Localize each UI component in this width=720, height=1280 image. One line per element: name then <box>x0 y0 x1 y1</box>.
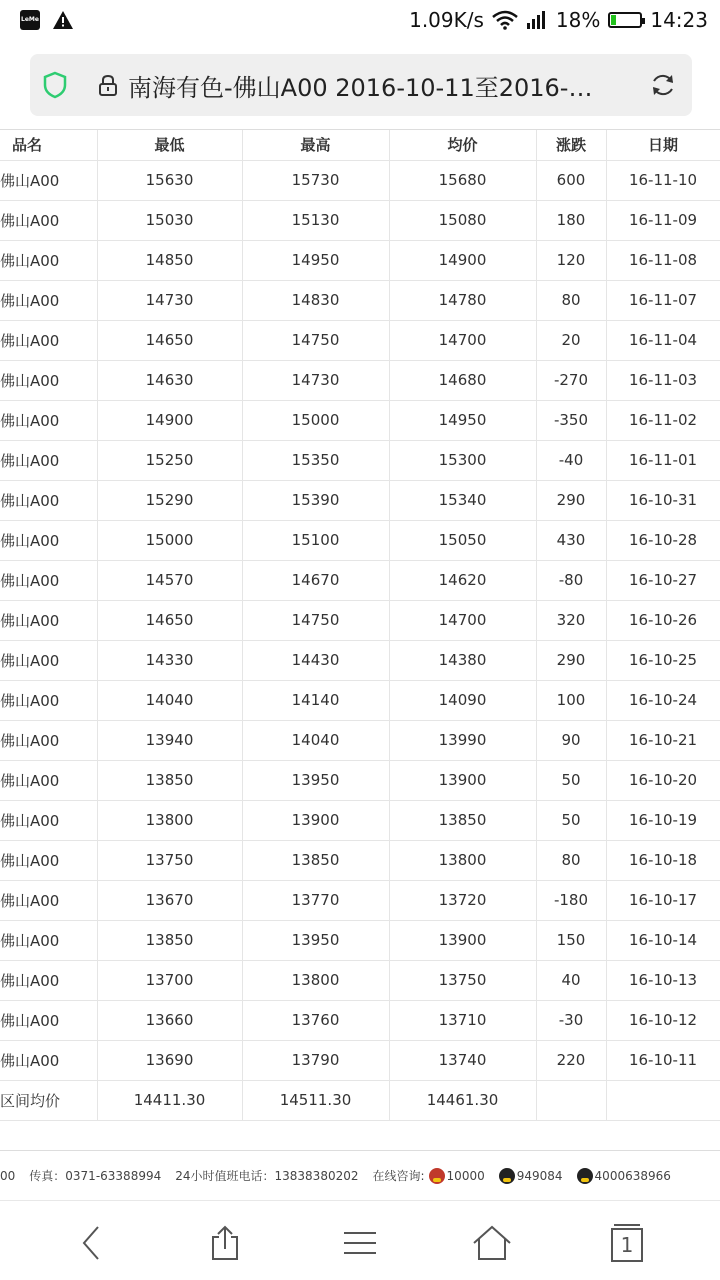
cell-date: 16-10-31 <box>606 480 720 520</box>
cell-low: 13660 <box>97 1000 242 1040</box>
cell-low: 15630 <box>97 160 242 200</box>
qq-icon <box>429 1168 445 1184</box>
cell-low: 14850 <box>97 240 242 280</box>
table-row <box>0 160 720 200</box>
cell-name: 佛山A00 <box>0 680 97 720</box>
share-icon[interactable] <box>205 1223 245 1263</box>
cell-avg: 14900 <box>389 240 536 280</box>
cell-date: 16-10-24 <box>606 680 720 720</box>
cell-name: 佛山A00 <box>0 1000 97 1040</box>
cell-change: -30 <box>536 1000 606 1040</box>
cell-change: 430 <box>536 520 606 560</box>
cell-avg: 13710 <box>389 1000 536 1040</box>
cell-high: 14670 <box>242 560 389 600</box>
table-row <box>0 760 720 800</box>
cell-change: 180 <box>536 200 606 240</box>
cell-avg: 13900 <box>389 920 536 960</box>
cell-avg: 14780 <box>389 280 536 320</box>
cell-name: 佛山A00 <box>0 320 97 360</box>
cell-high: 15130 <box>242 200 389 240</box>
fax-number: 传真：0371-63388994 <box>29 1169 162 1183</box>
table-row <box>0 480 720 520</box>
cell-name: 佛山A00 <box>0 400 97 440</box>
tab-count: 1 <box>620 1233 634 1257</box>
summary-cell-low: 14411.30 <box>97 1080 242 1120</box>
table-row <box>0 880 720 920</box>
home-icon[interactable] <box>472 1223 512 1263</box>
cell-change: -350 <box>536 400 606 440</box>
clock: 14:23 <box>650 8 708 32</box>
table-row <box>0 560 720 600</box>
cell-avg: 13850 <box>389 800 536 840</box>
table-row <box>0 1040 720 1080</box>
table-row <box>0 800 720 840</box>
status-bar <box>0 0 720 42</box>
cell-low: 13940 <box>97 720 242 760</box>
table-header-row <box>0 130 720 160</box>
summary-cell-high: 14511.30 <box>242 1080 389 1120</box>
cell-low: 14040 <box>97 680 242 720</box>
qq-link[interactable] <box>429 1168 485 1184</box>
cell-date: 16-10-14 <box>606 920 720 960</box>
cell-low: 14630 <box>97 360 242 400</box>
cell-name: 佛山A00 <box>0 560 97 600</box>
cell-date: 16-10-21 <box>606 720 720 760</box>
cell-low: 14900 <box>97 400 242 440</box>
cell-avg: 15680 <box>389 160 536 200</box>
cell-low: 14570 <box>97 560 242 600</box>
cell-avg: 14090 <box>389 680 536 720</box>
cell-date: 16-10-12 <box>606 1000 720 1040</box>
cell-avg: 15050 <box>389 520 536 560</box>
battery-percent: 18% <box>555 8 601 32</box>
cell-name: 佛山A00 <box>0 440 97 480</box>
cell-change: 80 <box>536 280 606 320</box>
cell-avg: 14700 <box>389 600 536 640</box>
cell-high: 13950 <box>242 760 389 800</box>
cell-name: 佛山A00 <box>0 280 97 320</box>
cell-avg: 15340 <box>389 480 536 520</box>
table-row <box>0 400 720 440</box>
battery-level <box>611 15 616 25</box>
cell-low: 13750 <box>97 840 242 880</box>
cell-change: 40 <box>536 960 606 1000</box>
table-row <box>0 320 720 360</box>
summary-cell-avg: 14461.30 <box>389 1080 536 1120</box>
cell-name: 佛山A00 <box>0 520 97 560</box>
table-row <box>0 680 720 720</box>
cell-low: 13850 <box>97 760 242 800</box>
cell-high: 13850 <box>242 840 389 880</box>
cell-high: 13900 <box>242 800 389 840</box>
cell-name: 佛山A00 <box>0 720 97 760</box>
cell-date: 16-11-02 <box>606 400 720 440</box>
cell-date: 16-10-25 <box>606 640 720 680</box>
cell-date: 16-10-20 <box>606 760 720 800</box>
cell-name: 佛山A00 <box>0 160 97 200</box>
table-row <box>0 1000 720 1040</box>
cell-low: 13690 <box>97 1040 242 1080</box>
network-speed: 1.09K/s <box>409 8 484 32</box>
table-row <box>0 640 720 680</box>
table-row <box>0 440 720 480</box>
cell-low: 14650 <box>97 320 242 360</box>
cell-low: 15290 <box>97 480 242 520</box>
qq-number: 4000638966 <box>594 1168 671 1183</box>
qq-number: 949084 <box>516 1168 563 1183</box>
menu-icon[interactable] <box>340 1223 380 1263</box>
cell-avg: 15300 <box>389 440 536 480</box>
cell-name: 佛山A00 <box>0 640 97 680</box>
cell-date: 16-11-07 <box>606 280 720 320</box>
cell-change: 290 <box>536 640 606 680</box>
cell-date: 16-11-08 <box>606 240 720 280</box>
cell-low: 15000 <box>97 520 242 560</box>
qq-link[interactable] <box>499 1168 563 1184</box>
cell-high: 13760 <box>242 1000 389 1040</box>
cell-high: 14430 <box>242 640 389 680</box>
table-row <box>0 200 720 240</box>
cell-low: 14730 <box>97 280 242 320</box>
cell-avg: 13720 <box>389 880 536 920</box>
cell-low: 15030 <box>97 200 242 240</box>
table-row <box>0 360 720 400</box>
cell-high: 13790 <box>242 1040 389 1080</box>
qq-icon <box>499 1168 515 1184</box>
price-table-container <box>0 130 720 1120</box>
cell-avg: 13800 <box>389 840 536 880</box>
hotline-number: 24小时值班电话：13838380202 <box>175 1169 359 1183</box>
cell-date: 16-11-10 <box>606 160 720 200</box>
table-row <box>0 840 720 880</box>
cell-date: 16-10-28 <box>606 520 720 560</box>
cell-name: 佛山A00 <box>0 920 97 960</box>
cell-high: 14830 <box>242 280 389 320</box>
cell-avg: 15080 <box>389 200 536 240</box>
leme-app-icon: LeMe <box>20 10 40 30</box>
header-date: 日期 <box>606 130 720 160</box>
cell-name: 佛山A00 <box>0 600 97 640</box>
cell-date: 16-11-03 <box>606 360 720 400</box>
cell-date: 16-10-11 <box>606 1040 720 1080</box>
battery-icon <box>608 12 642 28</box>
cell-high: 15390 <box>242 480 389 520</box>
signal-icon <box>526 11 548 29</box>
browser-bottom-nav <box>0 1200 720 1280</box>
cell-avg: 13990 <box>389 720 536 760</box>
header-high: 最高 <box>242 130 389 160</box>
cell-high: 15000 <box>242 400 389 440</box>
cell-change: 80 <box>536 840 606 880</box>
cell-change: 50 <box>536 760 606 800</box>
cell-low: 13800 <box>97 800 242 840</box>
cell-change: 600 <box>536 160 606 200</box>
cell-high: 14730 <box>242 360 389 400</box>
cell-high: 14040 <box>242 720 389 760</box>
cell-high: 15730 <box>242 160 389 200</box>
cell-avg: 13750 <box>389 960 536 1000</box>
cell-change: 220 <box>536 1040 606 1080</box>
cell-high: 14950 <box>242 240 389 280</box>
lock-icon <box>98 74 118 96</box>
page-title[interactable]: 南海有色-佛山A00 2016-10-11至2016-… <box>128 73 593 102</box>
table-row <box>0 920 720 960</box>
cell-name: 佛山A00 <box>0 800 97 840</box>
cell-low: 14330 <box>97 640 242 680</box>
cell-change: 100 <box>536 680 606 720</box>
cell-name: 佛山A00 <box>0 360 97 400</box>
tabs-button[interactable] <box>610 1223 650 1263</box>
cell-avg: 14680 <box>389 360 536 400</box>
cell-low: 13700 <box>97 960 242 1000</box>
cell-low: 13670 <box>97 880 242 920</box>
cell-name: 佛山A00 <box>0 880 97 920</box>
cell-change: 50 <box>536 800 606 840</box>
cell-avg: 13740 <box>389 1040 536 1080</box>
table-row <box>0 600 720 640</box>
cell-change: 20 <box>536 320 606 360</box>
cell-change: 120 <box>536 240 606 280</box>
reload-icon[interactable] <box>648 70 678 100</box>
cell-date: 16-10-17 <box>606 880 720 920</box>
summary-cell-name: 区间均价 <box>0 1080 97 1120</box>
table-row <box>0 520 720 560</box>
cell-name: 佛山A00 <box>0 840 97 880</box>
cell-low: 14650 <box>97 600 242 640</box>
cell-date: 16-11-04 <box>606 320 720 360</box>
summary-cell-change <box>536 1080 606 1120</box>
cell-date: 16-10-18 <box>606 840 720 880</box>
cell-high: 15100 <box>242 520 389 560</box>
address-bar[interactable] <box>30 54 692 116</box>
cell-date: 16-10-26 <box>606 600 720 640</box>
header-name: 品名 <box>0 130 97 160</box>
summary-cell-date <box>606 1080 720 1120</box>
cell-change: 90 <box>536 720 606 760</box>
cell-change: 290 <box>536 480 606 520</box>
header-change: 涨跌 <box>536 130 606 160</box>
cell-date: 16-10-13 <box>606 960 720 1000</box>
cell-high: 13770 <box>242 880 389 920</box>
cell-low: 15250 <box>97 440 242 480</box>
cell-change: 320 <box>536 600 606 640</box>
cell-high: 15350 <box>242 440 389 480</box>
cell-avg: 14950 <box>389 400 536 440</box>
cell-date: 16-10-27 <box>606 560 720 600</box>
cell-high: 14750 <box>242 320 389 360</box>
cell-high: 14750 <box>242 600 389 640</box>
cell-high: 14140 <box>242 680 389 720</box>
cell-change: 150 <box>536 920 606 960</box>
cell-name: 佛山A00 <box>0 200 97 240</box>
qq-icon <box>577 1168 593 1184</box>
cell-name: 佛山A00 <box>0 760 97 800</box>
cell-avg: 14620 <box>389 560 536 600</box>
price-table <box>0 130 720 1121</box>
cell-name: 佛山A00 <box>0 1040 97 1080</box>
cell-high: 13800 <box>242 960 389 1000</box>
cell-name: 佛山A00 <box>0 480 97 520</box>
shield-icon[interactable] <box>42 71 68 99</box>
header-avg: 均价 <box>389 130 536 160</box>
cell-change: -180 <box>536 880 606 920</box>
summary-row <box>0 1080 720 1120</box>
cell-date: 16-11-09 <box>606 200 720 240</box>
footer-prefix: 00 <box>0 1168 16 1183</box>
qq-link[interactable] <box>577 1168 671 1184</box>
cell-low: 13850 <box>97 920 242 960</box>
contact-footer <box>0 1150 720 1200</box>
table-row <box>0 960 720 1000</box>
cell-avg: 14380 <box>389 640 536 680</box>
cell-date: 16-10-19 <box>606 800 720 840</box>
cell-change: -270 <box>536 360 606 400</box>
table-row <box>0 720 720 760</box>
cell-name: 佛山A00 <box>0 960 97 1000</box>
cell-change: -40 <box>536 440 606 480</box>
back-icon[interactable] <box>72 1223 112 1263</box>
warning-icon <box>52 10 74 30</box>
cell-high: 13950 <box>242 920 389 960</box>
browser-toolbar <box>0 42 720 130</box>
cell-name: 佛山A00 <box>0 240 97 280</box>
cell-date: 16-11-01 <box>606 440 720 480</box>
wifi-icon <box>492 10 518 30</box>
online-consult-label: 在线咨询: <box>372 1169 425 1183</box>
cell-avg: 13900 <box>389 760 536 800</box>
table-row <box>0 280 720 320</box>
header-low: 最低 <box>97 130 242 160</box>
qq-number: 10000 <box>446 1168 485 1183</box>
cell-avg: 14700 <box>389 320 536 360</box>
cell-change: -80 <box>536 560 606 600</box>
table-row <box>0 240 720 280</box>
